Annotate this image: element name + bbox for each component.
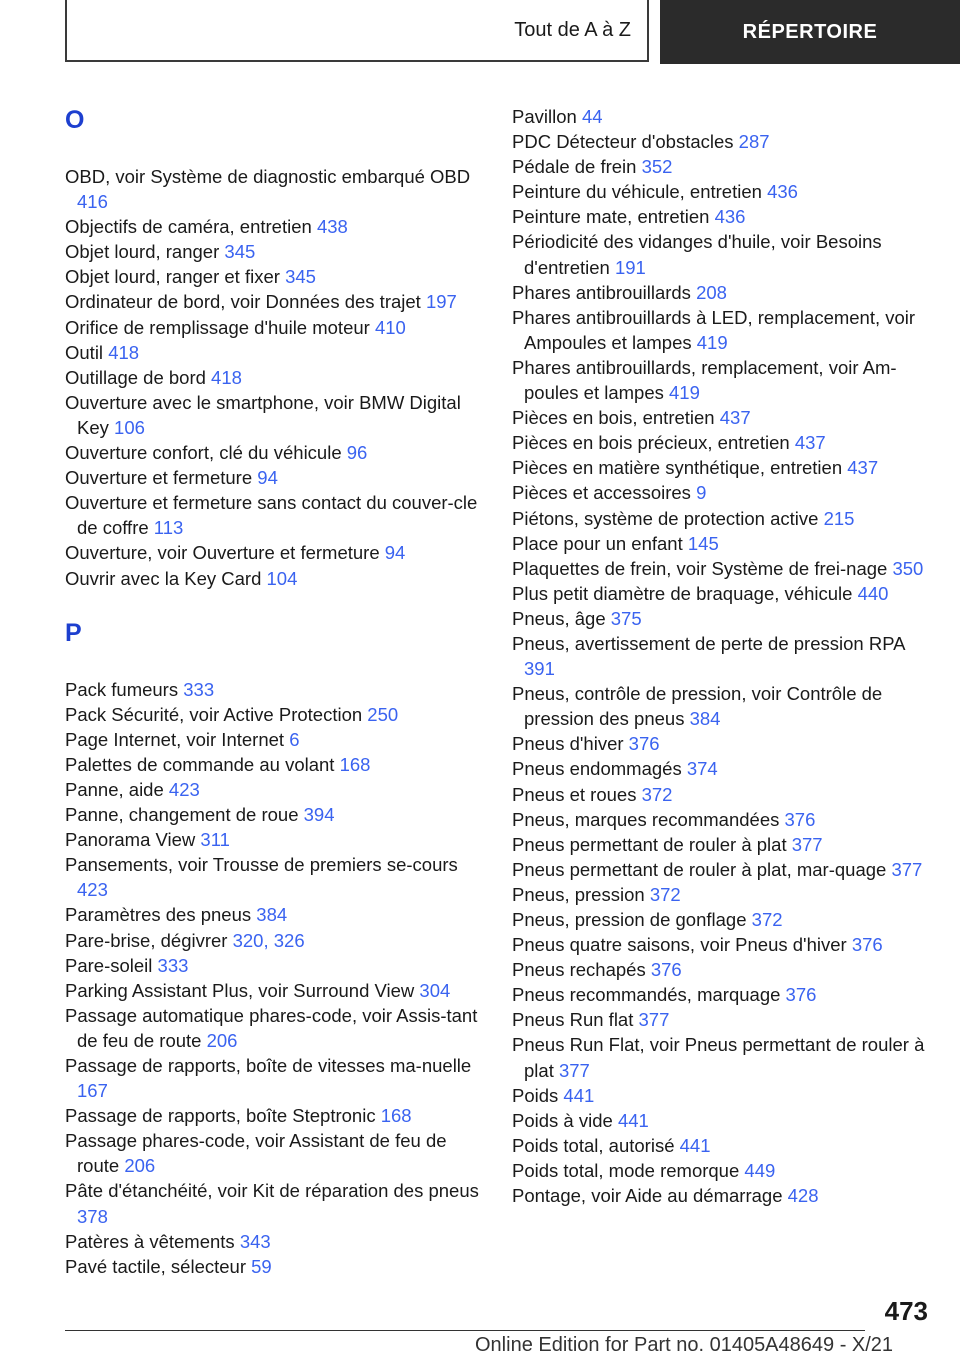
page-reference-link[interactable]: 106 bbox=[114, 416, 145, 438]
entry-text: Passage automatique phares-code, voir Assis-tant de feu de route bbox=[65, 1004, 478, 1051]
tab-toc[interactable] bbox=[65, 0, 649, 62]
entry-text: Pneus Run Flat, voir Pneus permettant de rouler à plat bbox=[512, 1034, 925, 1081]
entry-text: Pneus, pression de gonflage bbox=[512, 909, 747, 930]
entry-text: Poids bbox=[512, 1084, 559, 1106]
index-entry bbox=[512, 807, 932, 832]
page-reference-link[interactable]: 441 bbox=[617, 1109, 649, 1131]
entry-text: Phares antibrouillards bbox=[512, 281, 691, 303]
entry-text: Pare-brise, dégivrer bbox=[65, 929, 228, 951]
index-entry bbox=[512, 581, 932, 606]
page-reference-link[interactable]: 304 bbox=[419, 979, 451, 1001]
entry-text: Pavé tactile, sélecteur bbox=[65, 1255, 246, 1277]
section-letter-p: P bbox=[65, 618, 82, 647]
entry-text: Passage de rapports, boîte de vitesses ma-nuelle bbox=[65, 1055, 472, 1076]
page-reference-link[interactable]: 423 bbox=[77, 879, 108, 901]
entry-text: Parking Assistant Plus, voir Surround View bbox=[65, 979, 415, 1001]
index-entry bbox=[65, 1178, 485, 1228]
entry-text: Ouverture et fermeture bbox=[65, 467, 253, 489]
entry-text: Pneus Run flat bbox=[512, 1009, 634, 1031]
page-reference-link[interactable]: 350 bbox=[892, 557, 924, 579]
entry-text: Objectifs de caméra, entretien bbox=[65, 216, 312, 238]
index-entry bbox=[512, 982, 932, 1007]
entry-text: Peinture du véhicule, entretien bbox=[512, 181, 762, 203]
index-entry bbox=[65, 777, 485, 802]
entry-text: Pansements, voir Trousse de premiers se-cours bbox=[65, 854, 458, 876]
entry-text: Phares antibrouillards à LED, remplacement, voir Ampoules et lampes bbox=[512, 306, 916, 353]
page-reference-link[interactable]: 94 bbox=[384, 542, 406, 564]
entry-list-p bbox=[65, 677, 485, 1279]
page-reference-link[interactable]: 333 bbox=[157, 954, 189, 976]
page-reference-link[interactable]: 345 bbox=[224, 241, 256, 263]
index-entry bbox=[65, 1229, 485, 1254]
entry-text: Pack fumeurs bbox=[65, 678, 179, 700]
page-reference-link[interactable]: 206 bbox=[206, 1029, 238, 1051]
entry-text: Pièces en bois précieux, entretien bbox=[512, 432, 790, 454]
index-entry bbox=[65, 289, 485, 314]
page-reference-link[interactable]: 320, 326 bbox=[232, 929, 305, 951]
page-reference-link[interactable]: 333 bbox=[183, 678, 215, 700]
index-entry bbox=[65, 1128, 485, 1178]
page-reference-link[interactable]: 9 bbox=[696, 482, 707, 504]
index-entry bbox=[65, 490, 485, 540]
page-reference-link[interactable]: 391 bbox=[524, 658, 555, 680]
page-reference-link[interactable]: 96 bbox=[346, 442, 368, 464]
page-reference-link[interactable]: 384 bbox=[689, 708, 721, 730]
page-reference-link[interactable]: 376 bbox=[784, 808, 816, 830]
index-entry bbox=[65, 315, 485, 340]
entry-text: Pneus quatre saisons, voir Pneus d'hiver bbox=[512, 934, 847, 956]
index-entry bbox=[65, 465, 485, 490]
index-entry bbox=[65, 164, 485, 214]
index-entry bbox=[65, 365, 485, 390]
entry-list-o bbox=[65, 164, 485, 591]
index-entry bbox=[512, 1083, 932, 1108]
page-reference-link[interactable]: 441 bbox=[679, 1134, 711, 1156]
tab-index[interactable] bbox=[660, 0, 960, 64]
entry-text: Pâte d'étanchéité, voir Kit de réparation des pneus bbox=[65, 1180, 479, 1202]
entry-text: Pare-soleil bbox=[65, 954, 153, 976]
page-reference-link[interactable]: 215 bbox=[823, 507, 855, 529]
entry-text: Poids total, autorisé bbox=[512, 1134, 675, 1156]
index-entry bbox=[512, 1133, 932, 1158]
entry-text: Pavillon bbox=[512, 106, 577, 127]
entry-text: Ouverture avec le smartphone, voir BMW Digital Key bbox=[65, 391, 461, 438]
entry-text: Panorama View bbox=[65, 829, 196, 851]
entry-text: Ouverture, voir Ouverture et fermeture bbox=[65, 542, 380, 564]
entry-text: Patères à vêtements bbox=[65, 1230, 235, 1252]
entry-text: Page Internet, voir Internet bbox=[65, 728, 285, 750]
index-entry bbox=[512, 1032, 932, 1082]
page-reference-link[interactable]: 374 bbox=[686, 758, 718, 780]
index-entry bbox=[512, 355, 932, 405]
page-reference-link[interactable]: 449 bbox=[744, 1159, 776, 1181]
index-entry bbox=[65, 264, 485, 289]
page-reference-link[interactable]: 168 bbox=[380, 1105, 412, 1127]
page-reference-link[interactable]: 372 bbox=[641, 783, 673, 805]
index-entry bbox=[512, 606, 932, 631]
index-entry bbox=[512, 731, 932, 756]
index-entry bbox=[512, 229, 932, 279]
index-entry bbox=[512, 129, 932, 154]
edition-text: Online Edition for Part no. 01405A48649 - X/21 bbox=[475, 1334, 894, 1356]
entry-text: Plus petit diamètre de braquage, véhicule bbox=[512, 582, 853, 604]
entry-text: Phares antibrouillards, remplacement, voir Am-poules et lampes bbox=[512, 356, 897, 404]
page-reference-link[interactable]: 440 bbox=[857, 582, 889, 604]
page-reference-link[interactable]: 418 bbox=[211, 366, 242, 388]
page-reference-link[interactable]: 372 bbox=[751, 909, 783, 930]
index-entry bbox=[65, 1254, 485, 1279]
index-entry bbox=[65, 827, 485, 852]
page-reference-link[interactable]: 376 bbox=[851, 934, 883, 956]
page-reference-link[interactable]: 113 bbox=[153, 517, 184, 539]
entry-text: Poids total, mode remorque bbox=[512, 1159, 740, 1181]
index-entry bbox=[512, 1007, 932, 1032]
page-reference-link[interactable]: 419 bbox=[669, 382, 700, 404]
index-entry bbox=[65, 953, 485, 978]
index-entry bbox=[65, 1003, 485, 1053]
page-reference-link[interactable]: 418 bbox=[108, 341, 140, 363]
page-reference-link[interactable]: 168 bbox=[339, 753, 371, 775]
index-entry bbox=[65, 852, 485, 902]
index-entry bbox=[512, 1183, 932, 1208]
index-entry bbox=[65, 677, 485, 702]
index-entry bbox=[512, 1108, 932, 1133]
index-entry bbox=[512, 506, 932, 531]
page-reference-link[interactable]: 44 bbox=[581, 106, 603, 127]
entry-text: Pneus, pression bbox=[512, 883, 645, 905]
page-reference-link[interactable]: 376 bbox=[650, 959, 682, 981]
page-reference-link[interactable]: 94 bbox=[257, 467, 278, 489]
index-entry bbox=[512, 455, 932, 480]
page-number: 473 bbox=[884, 1296, 928, 1326]
entry-text: Pièces en bois, entretien bbox=[512, 407, 715, 429]
index-entry bbox=[512, 782, 932, 807]
entry-text: Poids à vide bbox=[512, 1109, 613, 1131]
entry-text: Objet lourd, ranger bbox=[65, 241, 220, 263]
index-entry bbox=[65, 566, 485, 591]
page-reference-link[interactable]: 59 bbox=[251, 1255, 272, 1277]
entry-text: Pneus recommandés, marquage bbox=[512, 984, 781, 1006]
page-reference-link[interactable]: 377 bbox=[891, 858, 923, 880]
entry-text: Objet lourd, ranger et fixer bbox=[65, 266, 280, 288]
index-entry bbox=[65, 802, 485, 827]
entry-text: Pneus et roues bbox=[512, 783, 637, 805]
entry-text: Ouverture et fermeture sans contact du couver-cle de coffre bbox=[65, 492, 478, 539]
index-entry bbox=[65, 390, 485, 440]
entry-text: Pneus endommagés bbox=[512, 758, 682, 780]
index-entry bbox=[512, 681, 932, 731]
page-reference-link[interactable]: 206 bbox=[124, 1155, 156, 1177]
entry-text: Paramètres des pneus bbox=[65, 904, 252, 926]
index-entry bbox=[512, 430, 932, 455]
entry-text: Palettes de commande au volant bbox=[65, 753, 335, 775]
index-entry bbox=[512, 756, 932, 781]
page-reference-link[interactable]: 311 bbox=[200, 829, 230, 851]
page-reference-link[interactable]: 191 bbox=[614, 256, 646, 278]
index-column-left bbox=[65, 104, 485, 1279]
page-reference-link[interactable]: 372 bbox=[649, 883, 681, 905]
page-reference-link[interactable]: 394 bbox=[303, 804, 335, 826]
page-reference-link[interactable]: 384 bbox=[256, 904, 288, 926]
index-entry bbox=[65, 239, 485, 264]
entry-text: Panne, aide bbox=[65, 778, 164, 800]
entry-text: Pneus permettant de rouler à plat, mar-quage bbox=[512, 858, 887, 880]
index-entry bbox=[512, 882, 932, 907]
page-reference-link[interactable]: 377 bbox=[638, 1009, 670, 1031]
index-entry bbox=[512, 857, 932, 882]
page-reference-link[interactable]: 197 bbox=[425, 291, 457, 313]
index-entry bbox=[512, 405, 932, 430]
page-reference-link[interactable]: 428 bbox=[787, 1185, 819, 1207]
page-reference-link[interactable]: 416 bbox=[77, 191, 108, 213]
index-entry bbox=[65, 928, 485, 953]
index-entry bbox=[512, 907, 932, 932]
index-entry bbox=[512, 305, 932, 355]
page-reference-link[interactable]: 436 bbox=[714, 206, 746, 228]
entry-text: Panne, changement de roue bbox=[65, 804, 299, 826]
page-reference-link[interactable]: 437 bbox=[794, 432, 826, 454]
page-reference-link[interactable]: 441 bbox=[563, 1084, 595, 1106]
page-reference-link[interactable]: 352 bbox=[641, 156, 673, 178]
index-entry bbox=[512, 631, 932, 681]
index-entry bbox=[65, 978, 485, 1003]
entry-text: PDC Détecteur d'obstacles bbox=[512, 131, 734, 153]
page-reference-link[interactable]: 6 bbox=[289, 728, 300, 750]
entry-text: Outil bbox=[65, 341, 104, 363]
entry-text: Place pour un enfant bbox=[512, 532, 683, 554]
index-entry bbox=[512, 104, 932, 129]
entry-text: Peinture mate, entretien bbox=[512, 206, 710, 228]
page-reference-link[interactable]: 377 bbox=[558, 1059, 590, 1081]
page-reference-link[interactable]: 345 bbox=[285, 266, 316, 288]
entry-text: Pack Sécurité, voir Active Protection bbox=[65, 703, 363, 725]
index-entry bbox=[512, 556, 932, 581]
page-reference-link[interactable]: 343 bbox=[239, 1230, 271, 1252]
entry-text: OBD, voir Système de diagnostic embarqué OBD bbox=[65, 166, 471, 187]
entry-list-right bbox=[512, 104, 932, 1208]
index-entry bbox=[512, 932, 932, 957]
index-entry bbox=[65, 752, 485, 777]
entry-text: Ouverture confort, clé du véhicule bbox=[65, 442, 342, 464]
entry-text: Outillage de bord bbox=[65, 366, 206, 388]
page-reference-link[interactable]: 377 bbox=[791, 833, 823, 855]
entry-text: Orifice de remplissage d'huile moteur bbox=[65, 316, 370, 338]
page-reference-link[interactable]: 375 bbox=[610, 607, 642, 629]
entry-text: Pneus, marques recommandées bbox=[512, 808, 780, 830]
entry-text: Pièces en matière synthétique, entretien bbox=[512, 457, 843, 479]
index-entry bbox=[512, 480, 932, 505]
entry-text: Pédale de frein bbox=[512, 156, 637, 178]
entry-text: Pontage, voir Aide au démarrage bbox=[512, 1185, 783, 1207]
index-entry bbox=[65, 702, 485, 727]
page-reference-link[interactable]: 376 bbox=[785, 984, 817, 1006]
page-reference-link[interactable]: 378 bbox=[77, 1205, 108, 1227]
entry-text: Ordinateur de bord, voir Données des trajet bbox=[65, 291, 421, 313]
footer-divider bbox=[65, 1330, 865, 1331]
entry-text: Pneus, contrôle de pression, voir Contrôle de pression des pneus bbox=[512, 683, 883, 730]
page-reference-link[interactable]: 438 bbox=[316, 216, 348, 238]
entry-text: Pneus, avertissement de perte de pression RPA bbox=[512, 632, 905, 654]
page-reference-link[interactable]: 437 bbox=[719, 407, 751, 429]
page-reference-link[interactable]: 208 bbox=[696, 281, 727, 303]
entry-text: Pneus rechapés bbox=[512, 959, 646, 981]
entry-text: Plaquettes de frein, voir Système de frei-nage bbox=[512, 557, 888, 579]
section-letter-o: O bbox=[65, 106, 85, 134]
tab-index-label: RÉPERTOIRE bbox=[742, 20, 878, 43]
entry-text: Pneus d'hiver bbox=[512, 733, 624, 755]
page-reference-link[interactable]: 437 bbox=[847, 457, 879, 479]
entry-text: Pièces et accessoires bbox=[512, 482, 691, 504]
index-entry bbox=[512, 957, 932, 982]
index-entry bbox=[512, 154, 932, 179]
index-entry bbox=[65, 727, 485, 752]
page-reference-link[interactable]: 376 bbox=[628, 733, 660, 755]
index-entry bbox=[65, 340, 485, 365]
page-header bbox=[0, 0, 960, 64]
index-entry bbox=[512, 832, 932, 857]
index-entry bbox=[65, 440, 485, 465]
index-entry bbox=[65, 1053, 485, 1103]
page-reference-link[interactable]: 167 bbox=[77, 1080, 108, 1102]
entry-text: Pneus permettant de rouler à plat bbox=[512, 833, 787, 855]
index-entry bbox=[512, 531, 932, 556]
page-reference-link[interactable]: 410 bbox=[374, 316, 406, 338]
index-entry bbox=[512, 204, 932, 229]
index-entry bbox=[512, 179, 932, 204]
page-reference-link[interactable]: 436 bbox=[767, 181, 798, 203]
entry-text: Périodicité des vidanges d'huile, voir Besoins d'entretien bbox=[512, 231, 882, 278]
index-entry bbox=[65, 1103, 485, 1128]
index-entry bbox=[65, 214, 485, 239]
entry-text: Passage de rapports, boîte Steptronic bbox=[65, 1105, 376, 1127]
page-reference-link[interactable]: 104 bbox=[266, 567, 298, 589]
index-entry bbox=[512, 280, 932, 305]
tab-toc-label: Tout de A à Z bbox=[514, 18, 631, 41]
index-entry bbox=[512, 1158, 932, 1183]
entry-text: Passage phares-code, voir Assistant de feu de route bbox=[65, 1130, 447, 1177]
page-reference-link[interactable]: 145 bbox=[687, 532, 719, 554]
entry-text: Piétons, système de protection active bbox=[512, 507, 819, 529]
entry-text: Pneus, âge bbox=[512, 607, 606, 629]
index-column-right bbox=[512, 104, 932, 1208]
page-reference-link[interactable]: 250 bbox=[367, 703, 399, 725]
entry-text: Ouvrir avec la Key Card bbox=[65, 567, 262, 589]
index-entry bbox=[65, 540, 485, 565]
page-reference-link[interactable]: 419 bbox=[696, 331, 728, 353]
page-reference-link[interactable]: 423 bbox=[168, 778, 200, 800]
index-entry bbox=[65, 902, 485, 927]
page-reference-link[interactable]: 287 bbox=[738, 131, 770, 153]
